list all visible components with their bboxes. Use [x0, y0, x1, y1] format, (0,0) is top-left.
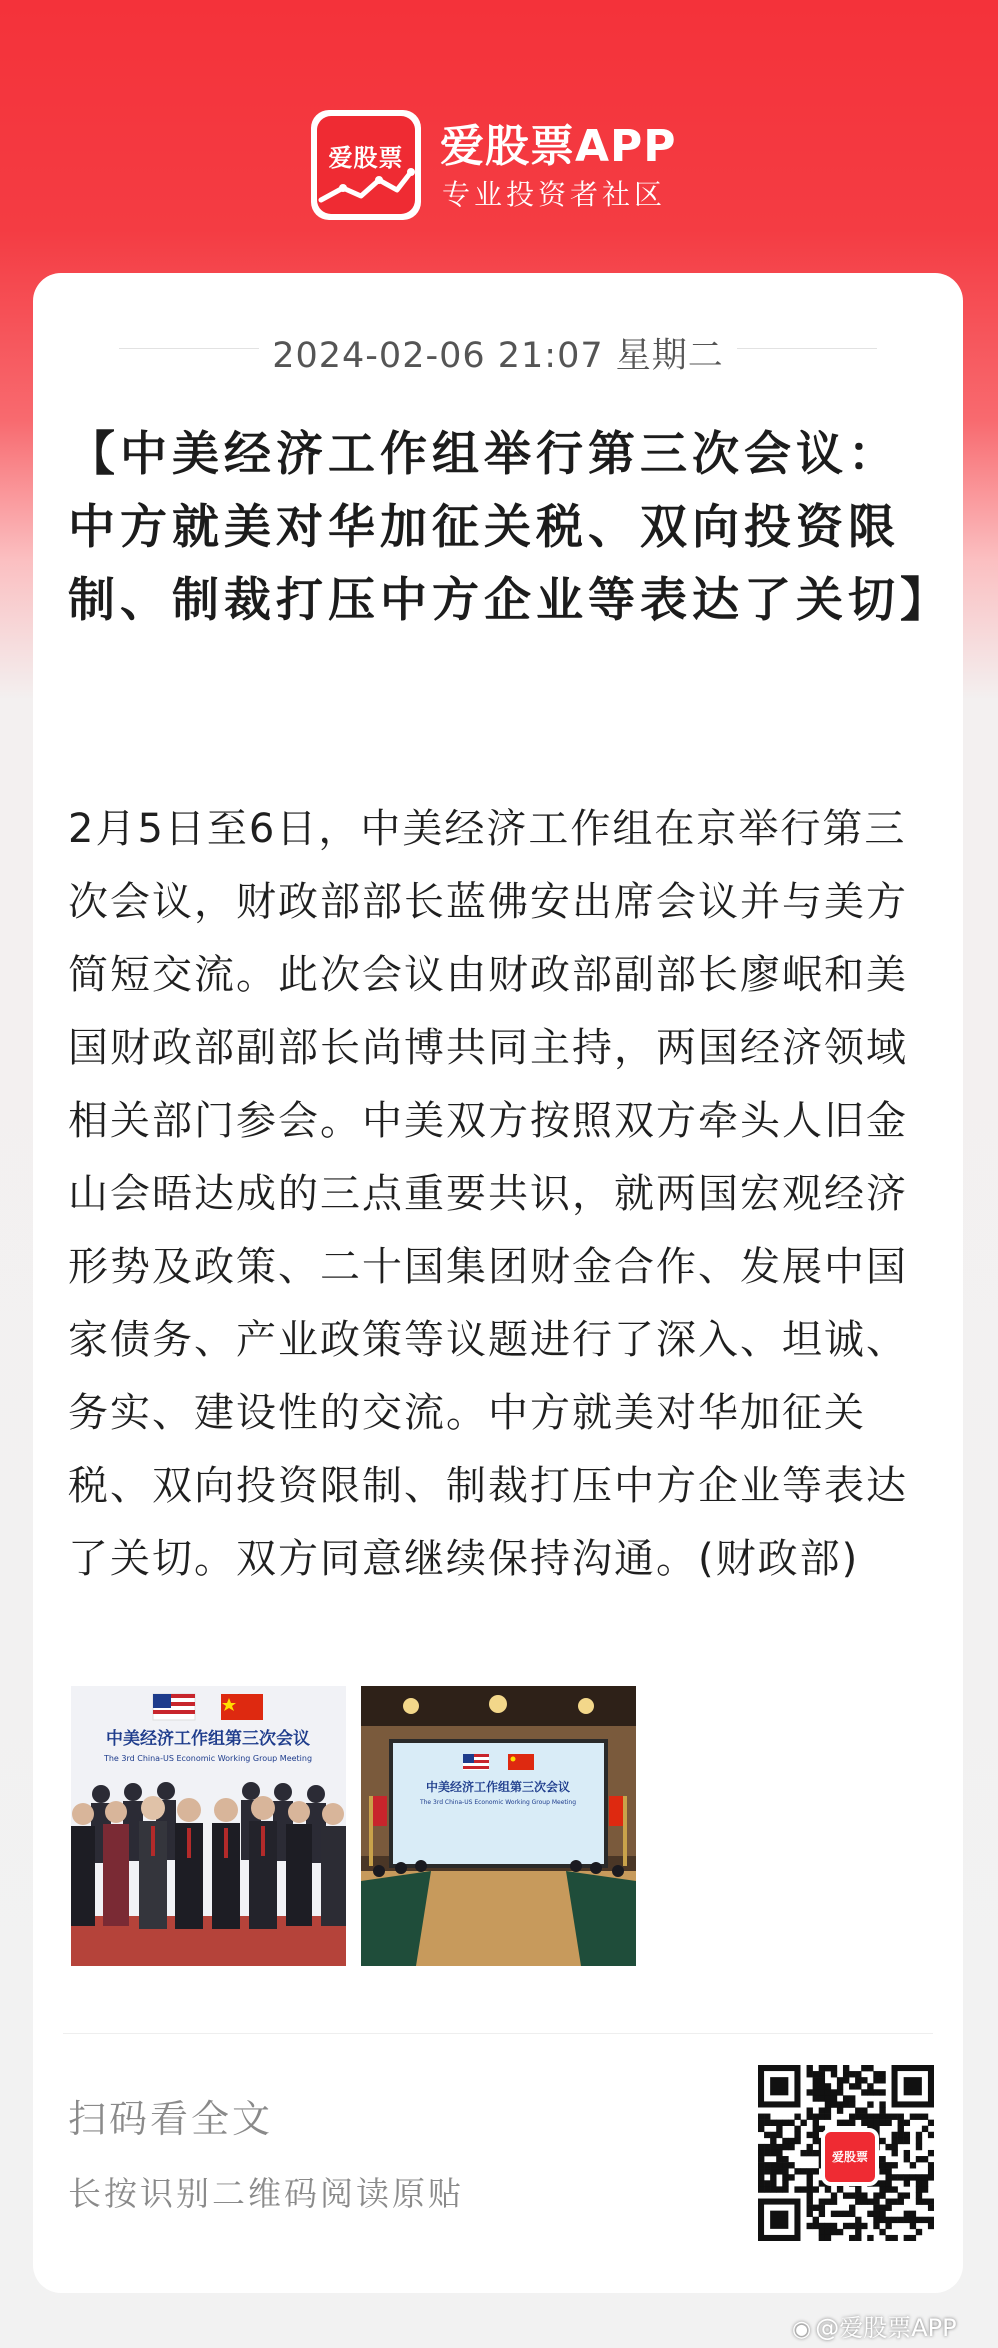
china-flag-icon [221, 1694, 263, 1720]
app-subtitle: 专业投资者社区 [442, 178, 667, 211]
post-date: 2024-02-06 21:07 星期二 [272, 336, 724, 376]
scan-to-read-subtitle: 长按识别二维码阅读原贴 [68, 2174, 464, 2213]
logo-text: 爱股票 [328, 144, 404, 172]
svg-text:中美经济工作组第三次会议: 中美经济工作组第三次会议 [106, 1729, 310, 1749]
logo-badge [317, 116, 415, 214]
us-flag-icon [153, 1694, 195, 1720]
weibo-icon: ◉ [792, 2317, 812, 2342]
post-card [33, 273, 963, 2293]
meeting-room-illustration [361, 1686, 636, 1966]
svg-text:The 3rd China-US Economic Work: The 3rd China-US Economic Working Group Meeting [103, 1754, 313, 1763]
us-flag-icon [463, 1754, 489, 1770]
weibo-watermark [792, 2308, 957, 2343]
svg-text:中美经济工作组第三次会议: 中美经济工作组第三次会议 [425, 1780, 571, 1794]
qr-logo-badge: 爱股票 [821, 2128, 879, 2186]
svg-text:The 3rd China-US Economic Work: The 3rd China-US Economic Working Group Meeting [419, 1799, 577, 1806]
chart-line-icon [317, 166, 415, 214]
group-photo-illustration [71, 1686, 346, 1966]
post-image-group-photo[interactable] [71, 1686, 346, 1966]
divider-right [737, 348, 877, 349]
post-title: 【中美经济工作组举行第三次会议：中方就美对华加征关税、双向投资限制、制裁打压中方企业等表达了关切】 [68, 427, 952, 628]
post-image-meeting-room[interactable] [361, 1686, 636, 1966]
app-logo [311, 110, 421, 220]
footer-divider [63, 2033, 933, 2034]
app-header [0, 0, 998, 270]
scan-to-read-title: 扫码看全文 [68, 2097, 274, 2141]
app-name: 爱股票APP [440, 121, 677, 172]
china-flag-icon [508, 1754, 534, 1770]
qr-code[interactable] [758, 2065, 934, 2241]
post-date-row [33, 328, 963, 376]
watermark-text: @爱股票APP [815, 2314, 957, 2342]
post-body: 2月5日至6日，中美经济工作组在京举行第三次会议，财政部部长蓝佛安出席会议并与美方简短交流。此次会议由财政部副部长廖岷和美国财政部副部长尚博共同主持，两国经济领域相关部门参会。中美双方按照双方牵头人旧金山会晤达成的三点重要共识，就两国宏观经济形势及政策、二十国集团财金合作、发展中国家债务、产业政策等议题进行了深入、坦诚、务实、建设性的交流。中方就美对华加征关税、双向投资限制、制裁打压中方企业等表达了关切。双方同意继续保持沟通。(财政部) [68, 806, 908, 1582]
